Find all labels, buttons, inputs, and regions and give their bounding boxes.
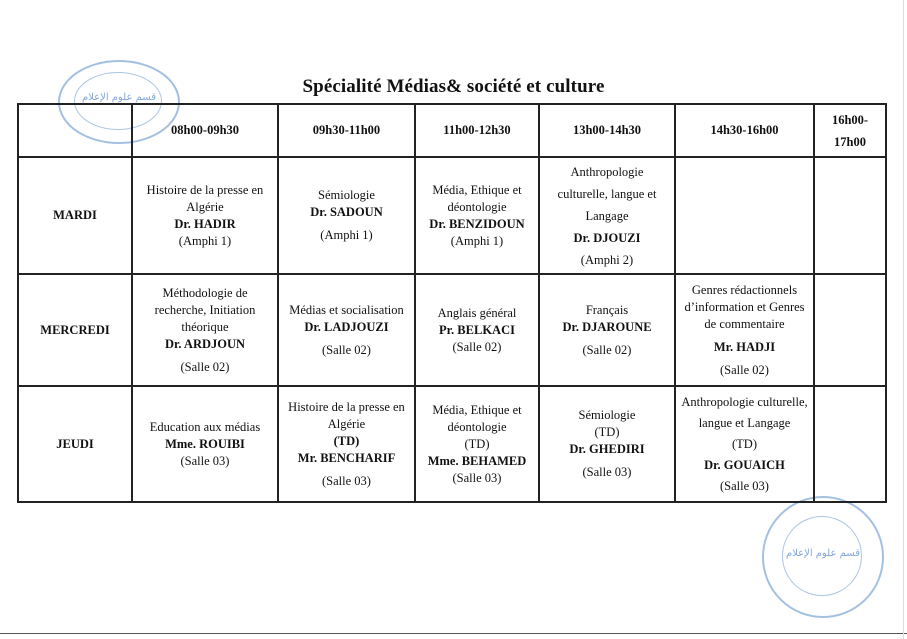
course-room: (Salle 03) — [452, 470, 502, 485]
course-teacher: Mr. HADJI — [713, 339, 776, 354]
course-type: (TD) — [594, 425, 620, 439]
course-room: (Amphi 1) — [450, 233, 504, 248]
official-stamp-bottom-right — [762, 496, 884, 618]
course-type: (TD) — [333, 433, 360, 448]
day-label: MERCREDI — [18, 274, 132, 386]
slot-header: 14h30-16h00 — [675, 104, 814, 157]
course-teacher: Mme. BEHAMED — [427, 453, 527, 468]
empty-cell — [814, 157, 886, 274]
course-subject: d’information et Genres — [684, 299, 805, 314]
course-teacher: Mme. ROUIBI — [165, 436, 245, 451]
course-teacher: Pr. BELKACI — [439, 322, 515, 337]
day-label: MARDI — [18, 157, 132, 274]
course-cell — [415, 386, 539, 502]
day-row-jeudi — [18, 386, 886, 502]
empty-cell — [814, 386, 886, 502]
course-room: (Salle 02) — [452, 339, 502, 354]
course-teacher: Dr. BENZIDOUN — [429, 216, 525, 231]
course-subject: Méthodologie de — [162, 285, 248, 300]
course-cell — [415, 274, 539, 386]
slot-header: 13h00-14h30 — [539, 104, 675, 157]
course-subject: Média, Ethique et — [432, 182, 522, 197]
course-cell — [675, 274, 814, 386]
header-row — [18, 104, 886, 157]
corner-cell — [18, 104, 132, 157]
course-room: (Salle 02) — [720, 362, 769, 377]
course-subject: Anthropologie culturelle, — [681, 394, 808, 409]
course-subject: Anglais général — [437, 305, 517, 320]
slot-header: 09h30-11h00 — [278, 104, 415, 157]
slot-header — [814, 104, 886, 157]
course-room: (Salle 03) — [582, 465, 632, 479]
course-subject: Sémiologie — [318, 188, 375, 202]
course-type: (TD) — [732, 436, 757, 451]
course-subject: Algérie — [327, 416, 366, 431]
course-teacher: Dr. DJOUZI — [573, 230, 641, 245]
course-subject: langue et Langage — [698, 415, 791, 430]
course-subject: déontologie — [447, 419, 507, 434]
slot-header: 08h00-09h30 — [132, 104, 278, 157]
stamp-text: قسم علوم الإعلام — [786, 548, 860, 559]
course-cell — [415, 157, 539, 274]
slot-header-line: 16h00- — [831, 112, 869, 127]
course-teacher: Mr. BENCHARIF — [297, 450, 396, 465]
course-subject: Algérie — [186, 199, 224, 214]
course-subject: Anthropologie — [570, 164, 644, 179]
course-room: (Salle 03) — [720, 478, 769, 493]
course-room: (Salle 03) — [322, 473, 371, 488]
course-type: (TD) — [464, 436, 490, 451]
course-subject: Médias et socialisation — [289, 302, 404, 317]
stamp-text: قسم علوم الإعلام — [82, 92, 156, 103]
course-room: (Amphi 2) — [580, 252, 634, 267]
course-subject: Education aux médias — [149, 419, 261, 434]
course-cell — [278, 157, 415, 274]
course-cell — [278, 274, 415, 386]
document-title: Spécialité Médias& société et culture — [302, 76, 605, 97]
course-cell — [675, 386, 814, 502]
course-room: (Amphi 1) — [178, 233, 232, 248]
course-teacher: Dr. HADIR — [174, 216, 236, 231]
course-subject: Langage — [585, 208, 629, 223]
slot-header: 11h00-12h30 — [415, 104, 539, 157]
course-room: (Amphi 1) — [320, 228, 373, 242]
course-cell — [539, 386, 675, 502]
course-subject: déontologie — [447, 199, 507, 214]
empty-cell — [814, 274, 886, 386]
course-cell — [539, 274, 675, 386]
course-room: (Salle 02) — [322, 342, 371, 357]
day-row-mardi — [18, 157, 886, 274]
course-subject: culturelle, langue et — [557, 186, 657, 201]
course-subject: théorique — [181, 319, 229, 334]
empty-cell — [675, 157, 814, 274]
course-subject: Genres rédactionnels — [691, 282, 798, 297]
page-right-border — [903, 0, 904, 639]
course-subject: recherche, Initiation — [154, 302, 256, 317]
course-cell — [539, 157, 675, 274]
course-subject: Français — [585, 302, 629, 317]
course-cell — [278, 386, 415, 502]
day-label: JEUDI — [18, 386, 132, 502]
course-cell — [132, 386, 278, 502]
course-cell — [132, 274, 278, 386]
course-teacher: Dr. LADJOUZI — [304, 319, 389, 334]
course-teacher: Dr. SADOUN — [310, 205, 383, 219]
course-subject: Histoire de la presse en — [146, 182, 264, 197]
schedule-table — [17, 103, 887, 503]
course-room: (Salle 03) — [180, 453, 230, 468]
course-subject: Média, Ethique et — [432, 402, 522, 417]
page-bottom-border — [0, 633, 907, 634]
day-row-mercredi — [18, 274, 886, 386]
course-subject: Histoire de la presse en — [288, 399, 405, 414]
slot-header-line: 17h00 — [834, 134, 866, 149]
course-room: (Salle 02) — [180, 359, 230, 374]
course-subject: Sémiologie — [578, 408, 636, 422]
course-teacher: Dr. ARDJOUN — [164, 336, 246, 351]
course-teacher: Dr. DJAROUNE — [562, 319, 652, 334]
course-teacher: Dr. GHEDIRI — [569, 442, 645, 456]
course-room: (Salle 02) — [582, 342, 632, 357]
course-teacher: Dr. GOUAICH — [704, 457, 785, 472]
course-subject: de commentaire — [704, 316, 785, 331]
course-cell — [132, 157, 278, 274]
